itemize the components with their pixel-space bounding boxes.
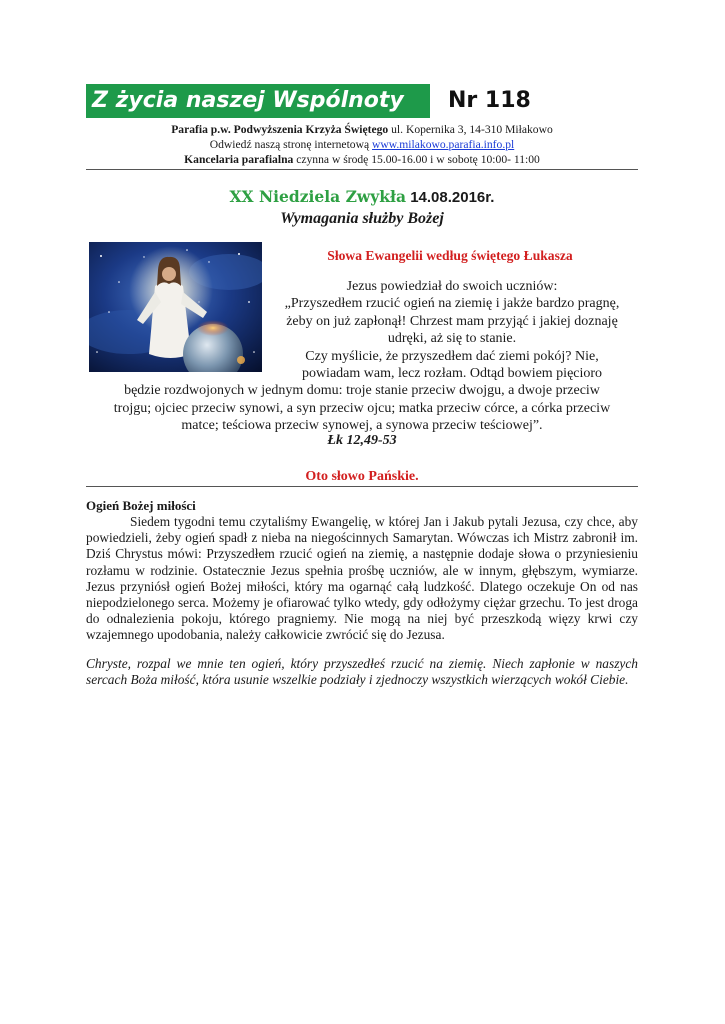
reflection-title: Ogień Bożej miłości <box>86 498 196 513</box>
gospel-line: matce; teściowa przeciw synowej, a synowa przeciw teściowej”. <box>181 418 543 433</box>
section-divider <box>86 486 638 487</box>
gospel-reference: Łk 12,49-53 <box>327 433 397 448</box>
gospel-line: Czy myślicie, że przyszedłem dać ziemi pokój? Nie, <box>305 349 599 364</box>
website-prompt: Odwiedź naszą stronę internetową <box>209 138 373 151</box>
gospel-closing: Oto słowo Pańskie. <box>305 469 419 484</box>
gospel-line: trojgu; ojciec przeciw synowi, a syn przeciw ojcu; matka przeciw córce, a córka przeciw <box>113 401 611 416</box>
gospel-line: „Przyszedłem rzucić ogień na ziemię i jakże bardzo pragnę, <box>284 296 620 311</box>
sunday-heading <box>86 186 638 209</box>
closing-prayer: Chryste, rozpal we mnie ten ogień, który przyszedłeś rzucić na ziemię. Niech zapłonie w naszych sercach Boża miłość, która usunie wszelkie podziały i zjednoczy wszystkich wierzących wokół Ciebie. <box>86 656 638 688</box>
gospel-line: będzie rozdwojonych w jednym domu: troje stanie przeciw dwojgu, a dwoje przeciw <box>124 383 600 398</box>
gospel-line: Jezus powiedział do swoich uczniów: <box>346 279 558 294</box>
parish-address: ul. Kopernika 3, 14-310 Miłakowo <box>388 123 553 136</box>
reflection-body: Siedem tygodni temu czytaliśmy Ewangelię, w której Jan i Jakub pytali Jezusa, czy chce, aby powiedzieli, żeby ogień spadł z nieba na niegościnnych Samarytan. Wówczas ich Mistrz zabronił im. Dziś Chrystus mówi: Przyszedłem rzucić ogień na ziemię, a następnie dodaje słowa o przyniesieniu rozłamu w rodzinie. Ostatecznie Jezus spełnia prośbę uczniów, ale w innym, głębszym, wymiarze. Jezus przyniósł ogień Bożej miłości, który ma ogarnąć całą ludzkość. Dlatego oczekuje On od nas niepodzielonego serca. Możemy je ofiarować tylko wtedy, gdy odłożymy ciężar grzechu. To jest droga do odnalezienia pokoju, którego pragniemy. Nie mogą na niej być przeszkodą więzy krwi czy wzajemnego upodobania, należy całkowicie zwrócić się do Jezusa. <box>86 514 638 643</box>
parish-name: Parafia p.w. Podwyższenia Krzyża Świętego <box>171 123 389 136</box>
website-line <box>86 137 638 152</box>
office-label: Kancelaria parafialna <box>184 153 294 166</box>
issue-number: Nr 118 <box>448 88 531 113</box>
gospel-heading: Słowa Ewangelii według świętego Łukasza <box>327 248 573 263</box>
gospel-line: udręki, aż się to stanie. <box>387 331 517 346</box>
gospel-line: powiadam wam, lecz rozłam. Odtąd bowiem pięcioro <box>301 366 603 381</box>
gospel-line: żeby on już zapłonął! Chrzest mam przyjąć i jakiej doznaję <box>286 314 618 329</box>
header-divider <box>86 169 638 170</box>
office-hours: czynna w środę 15.00-16.00 i w sobotę 10:00- 11:00 <box>293 153 540 166</box>
office-hours-line <box>86 152 638 167</box>
bulletin-title-banner: Z życia naszej Wspólnoty <box>86 84 430 118</box>
sunday-subtitle: Wymagania służby Bożej <box>280 210 444 227</box>
jesus-cosmos-image <box>89 242 262 372</box>
sunday-date: 14.08.2016r. <box>406 189 495 206</box>
website-link[interactable]: www.milakowo.parafia.info.pl <box>372 138 515 151</box>
parish-address-line <box>86 122 638 137</box>
sunday-name: XX Niedziela Zwykła <box>229 187 407 206</box>
